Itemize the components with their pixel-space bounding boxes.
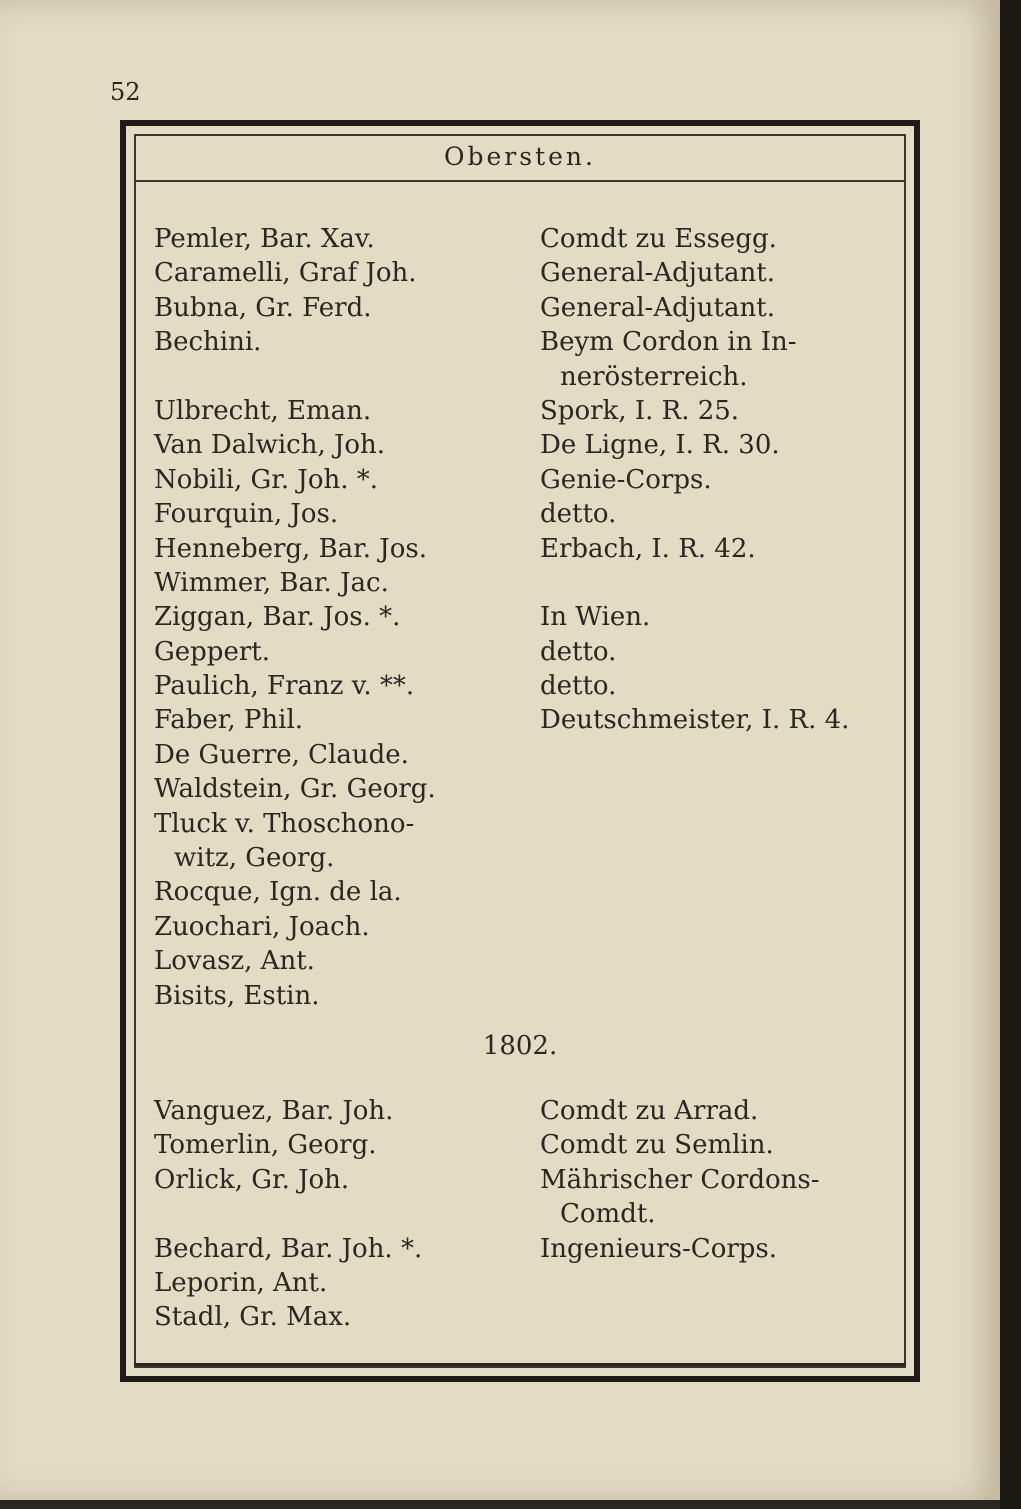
roster-row [154,222,896,256]
officer-name-line: Ulbrecht, Eman. [154,395,372,426]
officer-post [540,291,900,325]
officer-post-line: Beym Cordon in In- [540,327,797,358]
officer-post-line: Spork, I. R. 25. [540,395,740,426]
officer-name [154,738,534,772]
section-header [134,134,906,182]
officer-post [540,1232,900,1266]
officer-post-line: Genie-Corps. [540,464,712,495]
officer-name [154,463,534,497]
officer-name [154,497,534,531]
roster-row [154,910,896,944]
officer-name [154,291,534,325]
officer-post [540,394,900,428]
officer-post-line: General-Adjutant. [540,292,775,323]
officer-post [540,222,900,256]
roster-row [154,669,896,703]
officer-name-line: Caramelli, Graf Joh. [154,258,417,289]
officer-post [540,1163,900,1232]
officer-post [540,325,900,394]
officer-name [154,222,534,256]
officer-post-line: In Wien. [540,602,651,633]
roster-row [154,532,896,566]
roster-row [154,1094,896,1128]
officer-name [154,944,534,978]
officer-name-line: Bechini. [154,327,262,358]
officer-name [154,807,534,876]
officer-post [540,703,900,737]
officer-post-continuation: Comdt. [560,1199,656,1230]
officer-name-line: Fourquin, Jos. [154,499,339,530]
officer-name [154,1232,534,1266]
roster-row [154,875,896,909]
officer-name-line: Geppert. [154,636,270,667]
roster-row [154,1300,896,1334]
roster-list-1 [154,222,896,1013]
officer-name-line: Tluck v. Thoschono- [154,808,415,839]
section-title: Obersten. [444,142,596,171]
officer-post-line: General-Adjutant. [540,258,775,289]
officer-post [540,1128,900,1162]
roster-row [154,944,896,978]
officer-name [154,1163,534,1197]
officer-name-line: Wimmer, Bar. Jac. [154,567,389,598]
officer-name [154,566,534,600]
officer-post-line: De Ligne, I. R. 30. [540,430,780,461]
officer-post [540,635,900,669]
roster-row [154,772,896,806]
roster-row [154,979,896,1013]
officer-post-line: Comdt zu Arrad. [540,1096,759,1126]
officer-name [154,635,534,669]
roster-row [154,256,896,290]
roster-row [154,600,896,634]
officer-name [154,1300,534,1334]
roster-row [154,807,896,876]
officer-name-line: Tomerlin, Georg. [154,1130,377,1161]
officer-name-line: Faber, Phil. [154,705,304,736]
officer-name [154,394,534,428]
officer-post-line: detto. [540,636,617,667]
officer-post [540,497,900,531]
book-spine [1000,0,1021,1509]
page-number: 52 [110,78,141,106]
officer-name-continuation: witz, Georg. [174,843,335,874]
officer-post-line: Deutschmeister, I. R. 4. [540,705,850,736]
roster-row [154,1163,896,1232]
officer-name [154,256,534,290]
officer-post [540,600,900,634]
officer-post [540,256,900,290]
officer-name-line: Waldstein, Gr. Georg. [154,774,436,805]
officer-post-line: Mährischer Cordons- [540,1164,820,1195]
officer-name-line: De Guerre, Claude. [154,739,409,770]
officer-post [540,669,900,703]
roster-row [154,703,896,737]
officer-post [540,1094,900,1128]
officer-name [154,1266,534,1300]
year-heading: 1802. [482,1031,558,1061]
officer-name-line: Pemler, Bar. Xav. [154,224,375,254]
officer-post [540,532,900,566]
bottom-rule [134,1363,906,1366]
roster-row [154,291,896,325]
officer-name-line: Bechard, Bar. Joh. *. [154,1233,423,1264]
officer-name [154,1128,534,1162]
officer-name-line: Lovasz, Ant. [154,946,315,977]
officer-name-line: Paulich, Franz v. **. [154,671,415,702]
officer-post-continuation: nerösterreich. [560,361,748,392]
roster-row [154,463,896,497]
officer-post-line: Comdt zu Semlin. [540,1130,774,1161]
officer-name-line: Bubna, Gr. Ferd. [154,292,372,323]
officer-name-line: Leporin, Ant. [154,1267,328,1298]
officer-post-line: detto. [540,671,617,702]
officer-name [154,428,534,462]
officer-post-line: detto. [540,499,617,530]
roster-row [154,1266,896,1300]
officer-post [540,463,900,497]
officer-name-line: Rocque, Ign. de la. [154,877,402,908]
officer-name [154,532,534,566]
officer-post-line: Erbach, I. R. 42. [540,533,756,564]
officer-name [154,669,534,703]
officer-name [154,325,534,359]
officer-name-line: Van Dalwich, Joh. [154,430,386,461]
roster-frame [120,120,920,1382]
roster-row [154,566,896,600]
officer-post [540,428,900,462]
officer-name-line: Henneberg, Bar. Jos. [154,533,427,564]
officer-name [154,875,534,909]
officer-name [154,910,534,944]
roster-row [154,1232,896,1266]
officer-name [154,772,534,806]
roster-row [154,394,896,428]
officer-post-line: Comdt zu Essegg. [540,224,777,254]
officer-name [154,979,534,1013]
officer-post-line: Ingenieurs-Corps. [540,1233,778,1264]
officer-name-line: Orlick, Gr. Joh. [154,1164,350,1195]
roster-row [154,325,896,394]
officer-name-line: Zuochari, Joach. [154,911,370,942]
officer-name-line: Bisits, Estin. [154,980,320,1011]
roster-list-2 [154,1094,896,1335]
officer-name-line: Vanguez, Bar. Joh. [154,1096,394,1126]
roster-row [154,497,896,531]
officer-name [154,1094,534,1128]
roster-row [154,428,896,462]
roster-row [154,635,896,669]
officer-name-line: Ziggan, Bar. Jos. *. [154,602,401,633]
officer-name-line: Stadl, Gr. Max. [154,1302,352,1333]
officer-name-line: Nobili, Gr. Joh. *. [154,464,379,495]
officer-name [154,703,534,737]
officer-name [154,600,534,634]
roster-row [154,738,896,772]
roster-row [154,1128,896,1162]
